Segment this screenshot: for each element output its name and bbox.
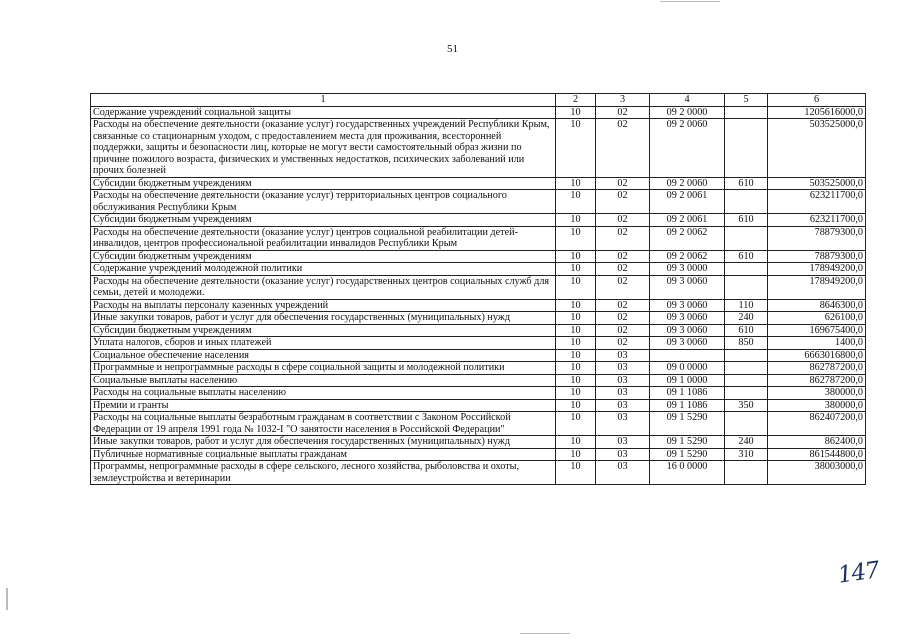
subsection-code-cell: 02 bbox=[596, 214, 650, 227]
section-code-cell: 10 bbox=[556, 337, 596, 350]
target-article-cell: 09 1 1086 bbox=[650, 387, 725, 400]
section-code-cell: 10 bbox=[556, 226, 596, 250]
target-article-cell: 09 2 0061 bbox=[650, 190, 725, 214]
scan-artifact-bottom bbox=[520, 633, 570, 634]
expense-type-cell: 610 bbox=[725, 214, 768, 227]
expense-type-cell bbox=[725, 226, 768, 250]
subsection-code-cell: 03 bbox=[596, 412, 650, 436]
table-row bbox=[91, 106, 866, 119]
section-code-cell: 10 bbox=[556, 412, 596, 436]
expense-type-cell: 610 bbox=[725, 324, 768, 337]
section-code-cell: 10 bbox=[556, 275, 596, 299]
row-name-cell: Расходы на обеспечение деятельности (оказание услуг) государственных учреждений Республики Крым, связанные со стационарным уходом, с предоставлением места для проживания, всесторонней поддержки, защиты и безопасности лиц, которые не могут вести самостоятельный образ жизни по причине пожилого возраста, физических и умственных недостатков, психических заболеваний или прочих болезней bbox=[91, 119, 556, 178]
row-name-cell: Социальное обеспечение населения bbox=[91, 349, 556, 362]
table-row bbox=[91, 387, 866, 400]
scan-artifact-top bbox=[660, 1, 720, 2]
section-code-cell: 10 bbox=[556, 214, 596, 227]
section-code-cell: 10 bbox=[556, 461, 596, 485]
expense-type-cell: 110 bbox=[725, 299, 768, 312]
row-name-cell: Расходы на обеспечение деятельности (оказание услуг) территориальных центров социального обслуживания Республики Крым bbox=[91, 190, 556, 214]
expense-type-cell bbox=[725, 387, 768, 400]
section-code-cell: 10 bbox=[556, 190, 596, 214]
section-code-cell: 10 bbox=[556, 119, 596, 178]
subsection-code-cell: 02 bbox=[596, 106, 650, 119]
subsection-code-cell: 02 bbox=[596, 263, 650, 276]
row-name-cell: Субсидии бюджетным учреждениям bbox=[91, 324, 556, 337]
row-name-cell: Расходы на обеспечение деятельности (оказание услуг) государственных центров социальных служб для семьи, детей и молодежи. bbox=[91, 275, 556, 299]
section-code-cell: 10 bbox=[556, 399, 596, 412]
amount-cell: 626100,0 bbox=[768, 312, 866, 325]
section-code-cell: 10 bbox=[556, 374, 596, 387]
amount-cell: 38003000,0 bbox=[768, 461, 866, 485]
expense-type-cell bbox=[725, 374, 768, 387]
row-name-cell: Расходы на социальные выплаты населению bbox=[91, 387, 556, 400]
target-article-cell: 09 2 0062 bbox=[650, 250, 725, 263]
expense-type-cell: 850 bbox=[725, 337, 768, 350]
header-cell: 1 bbox=[91, 94, 556, 107]
section-code-cell: 10 bbox=[556, 436, 596, 449]
section-code-cell: 10 bbox=[556, 263, 596, 276]
subsection-code-cell: 02 bbox=[596, 324, 650, 337]
target-article-cell: 09 1 0000 bbox=[650, 374, 725, 387]
expense-type-cell bbox=[725, 412, 768, 436]
amount-cell: 623211700,0 bbox=[768, 190, 866, 214]
amount-cell: 862787200,0 bbox=[768, 374, 866, 387]
target-article-cell: 09 0 0000 bbox=[650, 362, 725, 375]
target-article-cell: 09 1 1086 bbox=[650, 399, 725, 412]
target-article-cell: 09 2 0061 bbox=[650, 214, 725, 227]
table-row bbox=[91, 214, 866, 227]
amount-cell: 178949200,0 bbox=[768, 275, 866, 299]
expense-type-cell: 240 bbox=[725, 436, 768, 449]
subsection-code-cell: 02 bbox=[596, 190, 650, 214]
section-code-cell: 10 bbox=[556, 299, 596, 312]
table-row bbox=[91, 299, 866, 312]
subsection-code-cell: 03 bbox=[596, 349, 650, 362]
target-article-cell: 09 3 0060 bbox=[650, 312, 725, 325]
section-code-cell: 10 bbox=[556, 362, 596, 375]
amount-cell: 8646300,0 bbox=[768, 299, 866, 312]
target-article-cell: 16 0 0000 bbox=[650, 461, 725, 485]
target-article-cell: 09 2 0060 bbox=[650, 119, 725, 178]
section-code-cell: 10 bbox=[556, 177, 596, 190]
amount-cell: 862787200,0 bbox=[768, 362, 866, 375]
target-article-cell: 09 2 0062 bbox=[650, 226, 725, 250]
target-article-cell: 09 3 0060 bbox=[650, 299, 725, 312]
expense-type-cell bbox=[725, 106, 768, 119]
row-name-cell: Иные закупки товаров, работ и услуг для обеспечения государственных (муниципальных) нужд bbox=[91, 312, 556, 325]
amount-cell: 1400,0 bbox=[768, 337, 866, 350]
budget-table bbox=[90, 93, 866, 485]
budget-table-body bbox=[91, 94, 866, 485]
subsection-code-cell: 03 bbox=[596, 362, 650, 375]
target-article-cell bbox=[650, 349, 725, 362]
row-name-cell: Расходы на обеспечение деятельности (оказание услуг) центров социальной реабилитации детей-инвалидов, центров профессиональной реабилитации инвалидов Республики Крым bbox=[91, 226, 556, 250]
table-row bbox=[91, 349, 866, 362]
expense-type-cell: 310 bbox=[725, 448, 768, 461]
header-cell: 2 bbox=[556, 94, 596, 107]
expense-type-cell bbox=[725, 461, 768, 485]
row-name-cell: Публичные нормативные социальные выплаты гражданам bbox=[91, 448, 556, 461]
amount-cell: 380000,0 bbox=[768, 387, 866, 400]
amount-cell: 503525000,0 bbox=[768, 119, 866, 178]
header-cell: 4 bbox=[650, 94, 725, 107]
target-article-cell: 09 2 0060 bbox=[650, 177, 725, 190]
section-code-cell: 10 bbox=[556, 312, 596, 325]
subsection-code-cell: 02 bbox=[596, 226, 650, 250]
section-code-cell: 10 bbox=[556, 250, 596, 263]
scan-artifact-left bbox=[6, 588, 8, 610]
section-code-cell: 10 bbox=[556, 349, 596, 362]
amount-cell: 169675400,0 bbox=[768, 324, 866, 337]
section-code-cell: 10 bbox=[556, 324, 596, 337]
target-article-cell: 09 3 0000 bbox=[650, 263, 725, 276]
table-row bbox=[91, 448, 866, 461]
subsection-code-cell: 03 bbox=[596, 374, 650, 387]
amount-cell: 78879300,0 bbox=[768, 226, 866, 250]
target-article-cell: 09 2 0000 bbox=[650, 106, 725, 119]
expense-type-cell: 240 bbox=[725, 312, 768, 325]
expense-type-cell: 610 bbox=[725, 250, 768, 263]
table-row bbox=[91, 399, 866, 412]
expense-type-cell: 350 bbox=[725, 399, 768, 412]
table-row bbox=[91, 119, 866, 178]
row-name-cell: Содержание учреждений молодежной политики bbox=[91, 263, 556, 276]
table-row bbox=[91, 226, 866, 250]
row-name-cell: Уплата налогов, сборов и иных платежей bbox=[91, 337, 556, 350]
expense-type-cell: 610 bbox=[725, 177, 768, 190]
amount-cell: 503525000,0 bbox=[768, 177, 866, 190]
row-name-cell: Субсидии бюджетным учреждениям bbox=[91, 214, 556, 227]
table-row bbox=[91, 337, 866, 350]
table-row bbox=[91, 263, 866, 276]
amount-cell: 78879300,0 bbox=[768, 250, 866, 263]
subsection-code-cell: 02 bbox=[596, 337, 650, 350]
table-row bbox=[91, 412, 866, 436]
subsection-code-cell: 02 bbox=[596, 250, 650, 263]
amount-cell: 862400,0 bbox=[768, 436, 866, 449]
subsection-code-cell: 02 bbox=[596, 299, 650, 312]
expense-type-cell bbox=[725, 119, 768, 178]
expense-type-cell bbox=[725, 349, 768, 362]
section-code-cell: 10 bbox=[556, 106, 596, 119]
subsection-code-cell: 03 bbox=[596, 461, 650, 485]
amount-cell: 861544800,0 bbox=[768, 448, 866, 461]
table-row bbox=[91, 312, 866, 325]
expense-type-cell bbox=[725, 362, 768, 375]
handwritten-page-stamp: 147 bbox=[836, 557, 881, 589]
header-cell: 5 bbox=[725, 94, 768, 107]
page-number: 51 bbox=[447, 43, 458, 55]
table-row bbox=[91, 436, 866, 449]
amount-cell: 862407200,0 bbox=[768, 412, 866, 436]
row-name-cell: Субсидии бюджетным учреждениям bbox=[91, 177, 556, 190]
expense-type-cell bbox=[725, 275, 768, 299]
amount-cell: 1205616000,0 bbox=[768, 106, 866, 119]
row-name-cell: Программы, непрограммные расходы в сфере сельского, лесного хозяйства, рыболовства и охоты, землеустройства и ветеринарии bbox=[91, 461, 556, 485]
target-article-cell: 09 3 0060 bbox=[650, 324, 725, 337]
row-name-cell: Программные и непрограммные расходы в сфере социальной защиты и молодежной политики bbox=[91, 362, 556, 375]
expense-type-cell bbox=[725, 190, 768, 214]
target-article-cell: 09 1 5290 bbox=[650, 436, 725, 449]
header-cell: 6 bbox=[768, 94, 866, 107]
target-article-cell: 09 3 0060 bbox=[650, 275, 725, 299]
row-name-cell: Субсидии бюджетным учреждениям bbox=[91, 250, 556, 263]
target-article-cell: 09 1 5290 bbox=[650, 412, 725, 436]
subsection-code-cell: 03 bbox=[596, 436, 650, 449]
amount-cell: 6663016800,0 bbox=[768, 349, 866, 362]
table-row bbox=[91, 461, 866, 485]
header-cell: 3 bbox=[596, 94, 650, 107]
subsection-code-cell: 02 bbox=[596, 275, 650, 299]
amount-cell: 623211700,0 bbox=[768, 214, 866, 227]
subsection-code-cell: 03 bbox=[596, 448, 650, 461]
table-row bbox=[91, 250, 866, 263]
header-row bbox=[91, 94, 866, 107]
table-row bbox=[91, 275, 866, 299]
subsection-code-cell: 03 bbox=[596, 399, 650, 412]
amount-cell: 380000,0 bbox=[768, 399, 866, 412]
amount-cell: 178949200,0 bbox=[768, 263, 866, 276]
table-row bbox=[91, 177, 866, 190]
row-name-cell: Социальные выплаты населению bbox=[91, 374, 556, 387]
subsection-code-cell: 03 bbox=[596, 387, 650, 400]
row-name-cell: Расходы на выплаты персоналу казенных учреждений bbox=[91, 299, 556, 312]
table-row bbox=[91, 324, 866, 337]
row-name-cell: Иные закупки товаров, работ и услуг для обеспечения государственных (муниципальных) нужд bbox=[91, 436, 556, 449]
subsection-code-cell: 02 bbox=[596, 177, 650, 190]
target-article-cell: 09 1 5290 bbox=[650, 448, 725, 461]
section-code-cell: 10 bbox=[556, 387, 596, 400]
table-row bbox=[91, 190, 866, 214]
row-name-cell: Содержание учреждений социальной защиты bbox=[91, 106, 556, 119]
row-name-cell: Премии и гранты bbox=[91, 399, 556, 412]
target-article-cell: 09 3 0060 bbox=[650, 337, 725, 350]
table-row bbox=[91, 374, 866, 387]
expense-type-cell bbox=[725, 263, 768, 276]
subsection-code-cell: 02 bbox=[596, 119, 650, 178]
section-code-cell: 10 bbox=[556, 448, 596, 461]
row-name-cell: Расходы на социальные выплаты безработным гражданам в соответствии с Законом Российской Федерации от 19 апреля 1991 года № 1032-I "О занятости населения в Российской Федерации" bbox=[91, 412, 556, 436]
subsection-code-cell: 02 bbox=[596, 312, 650, 325]
table-row bbox=[91, 362, 866, 375]
